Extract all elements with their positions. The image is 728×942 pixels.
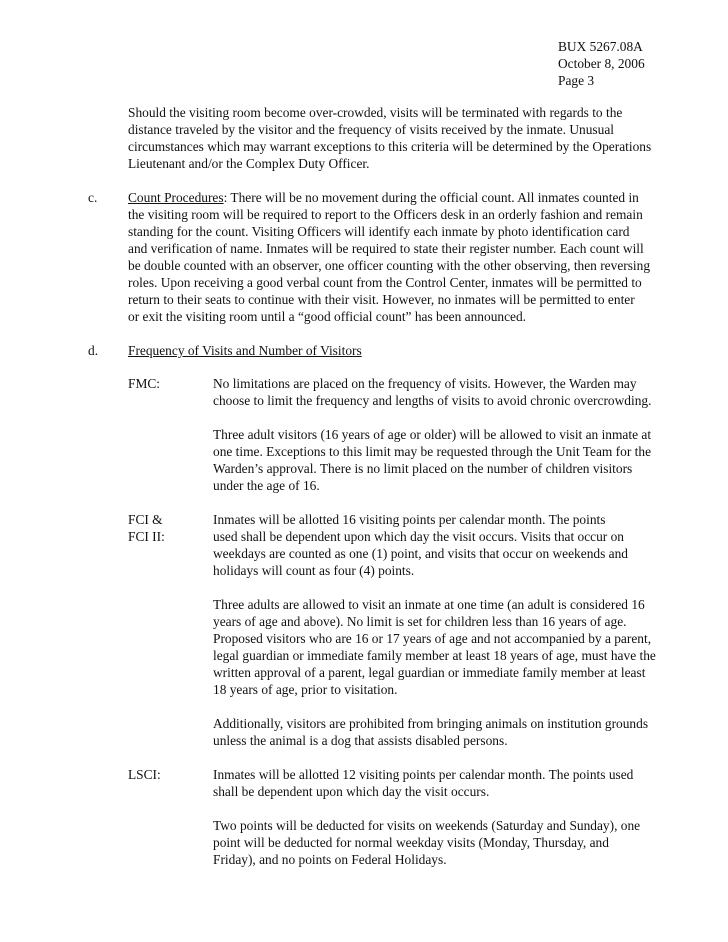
section-d-marker: d. <box>88 343 99 358</box>
fci-paragraph-1: Inmates will be allotted 16 visiting points per calendar month. The points used shall be dependent upon which day the visit occurs. Visits that occur on weekdays are counted as one (1) point, and visits that occur on weekends and holidays will count as four (4) points. <box>213 512 628 578</box>
fci-label-line-1: FCI & <box>128 512 163 527</box>
page-number: Page 3 <box>558 73 595 88</box>
section-c-marker: c. <box>88 190 98 205</box>
section-c-first-line <box>128 189 639 206</box>
fci-paragraph-3: Additionally, visitors are prohibited from bringing animals on institution grounds unless the animal is a dog that assists disabled persons. <box>213 716 649 748</box>
section-c-title: Count Procedures <box>128 190 224 205</box>
fmc-label: FMC: <box>128 376 161 391</box>
section-c-body: the visiting room will be required to report to the Officers desk in an orderly fashion and remain standing for the count. Visiting Officers will identify each inmate by photo identification card and verification of name. Inmates will be required to state their register number. Each count will be double counted with an observer, one officer counting with the other observing, then reversing roles. Upon receiving a good verbal count from the Control Center, inmates will be permitted to return to their seats to continue with their visit. However, no inmates will be permitted to enter or exit the visiting room until a “good official count” has been announced. <box>128 207 651 324</box>
intro-paragraph: Should the visiting room become over-crowded, visits will be terminated with regards to the distance traveled by the visitor and the frequency of visits received by the inmate. Unusual circumstances which may warrant exceptions to this criteria will be determined by the Operations Lieutenant and/or the Complex Duty Officer. <box>128 105 652 171</box>
lsci-label: LSCI: <box>128 767 161 782</box>
fci-paragraph-2: Three adults are allowed to visit an inmate at one time (an adult is considered 16 years of age and above). No limit is set for children less than 16 years of age. Proposed visitors who are 16 or 17 years of age and not accompanied by a parent, legal guardian or immediate family member at least 18 years of age, must have the written approval of a parent, legal guardian or immediate family member at least 18 years of age, prior to visitation. <box>213 597 656 697</box>
document-date: October 8, 2006 <box>558 56 645 71</box>
document-id: BUX 5267.08A <box>558 39 643 54</box>
lsci-paragraph-1: Inmates will be allotted 12 visiting points per calendar month. The points used shall be dependent upon which day the visit occurs. <box>213 767 634 799</box>
fmc-paragraph-1: No limitations are placed on the frequency of visits. However, the Warden may choose to limit the frequency and lengths of visits to avoid chronic overcrowding. <box>213 376 652 408</box>
section-c-first-line-text: : There will be no movement during the official count. All inmates counted in <box>223 190 639 205</box>
document-header <box>558 38 645 89</box>
fci-label-line-2: FCI II: <box>128 529 165 544</box>
section-d-title: Frequency of Visits and Number of Visitors <box>128 343 362 358</box>
lsci-paragraph-2: Two points will be deducted for visits on weekends (Saturday and Sunday), one point will be deducted for normal weekday visits (Monday, Thursday, and Friday), and no points on Federal Holidays. <box>213 818 641 867</box>
fmc-paragraph-2: Three adult visitors (16 years of age or older) will be allowed to visit an inmate at one time. Exceptions to this limit may be requested through the Unit Team for the Warden’s approval. There is no limit placed on the number of children visitors under the age of 16. <box>213 427 652 493</box>
